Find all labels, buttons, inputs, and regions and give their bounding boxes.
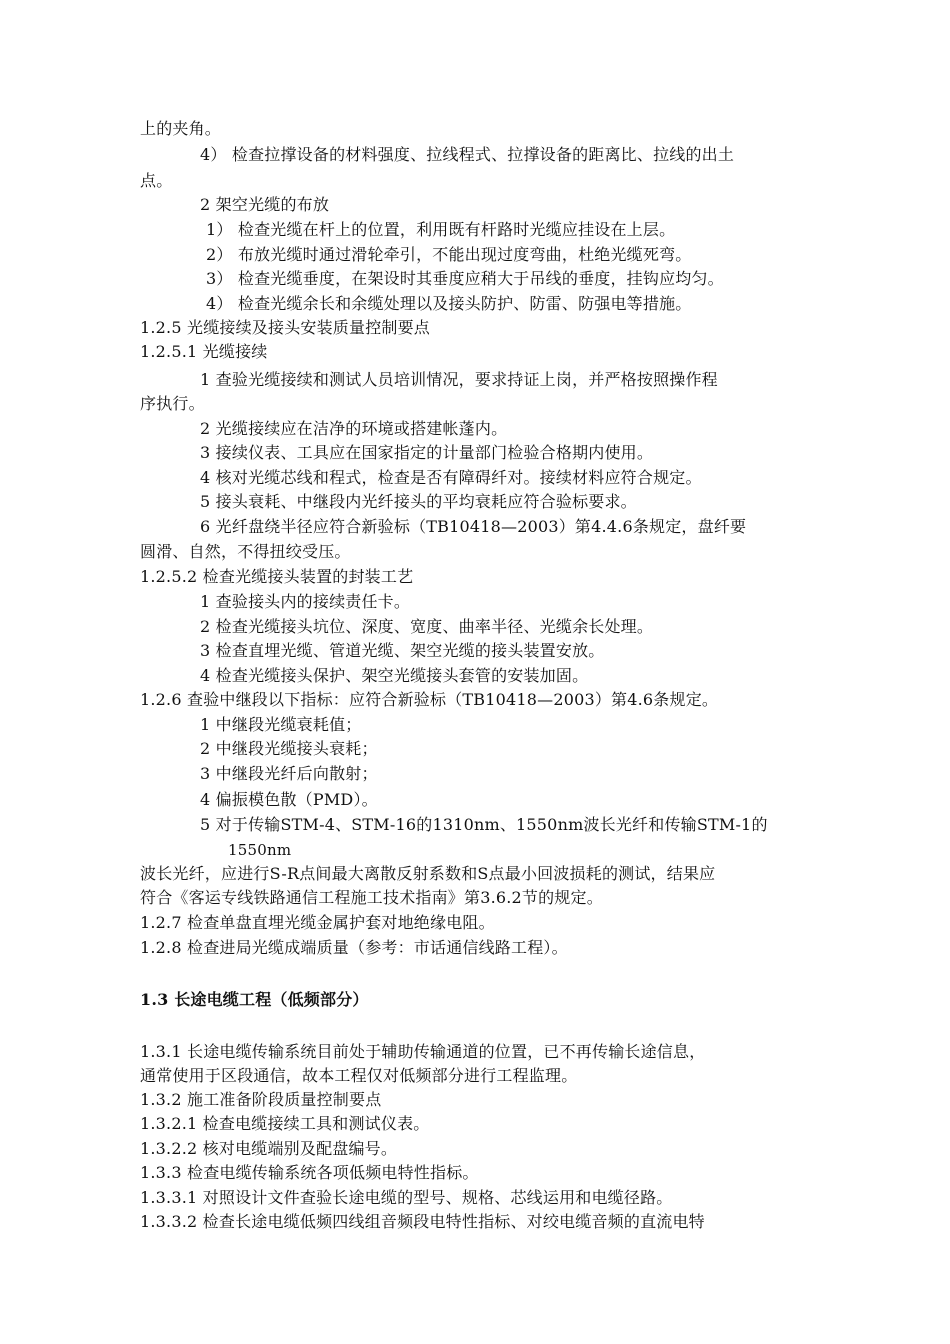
text-line: 3 接续仪表、工具应在国家指定的计量部门检验合格期内使用。: [200, 443, 654, 462]
text-line: 3） 检查光缆垂度，在架设时其垂度应稍大于吊线的垂度，挂钩应均匀。: [206, 269, 724, 288]
text-line: 3 中继段光纤后向散射；: [200, 764, 378, 783]
section-heading: 1.2.5 光缆接续及接头安装质量控制要点: [140, 318, 430, 337]
text-line: 5 接头衰耗、中继段内光纤接头的平均衰耗应符合验标要求。: [200, 492, 637, 511]
text-line: 1550nm: [228, 841, 292, 859]
text-line: 序执行。: [140, 394, 205, 413]
section-heading: 1.3.2.2 核对电缆端别及配盘编号。: [140, 1139, 398, 1158]
section-heading: 1.3.3.1 对照设计文件查验长途电缆的型号、规格、芯线运用和电缆径路。: [140, 1188, 673, 1207]
chapter-heading: 1.3 长途电缆工程（低频部分）: [140, 990, 369, 1009]
text-line: 上的夹角。: [140, 119, 222, 138]
text-line: 5 对于传输STM-4、STM-16的1310nm、1550nm波长光纤和传输STM-1的: [200, 815, 768, 834]
text-line: 1） 检查光缆在杆上的位置，利用既有杆路时光缆应挂设在上层。: [206, 220, 676, 239]
section-heading: 1.2.6 查验中继段以下指标：应符合新验标（TB10418—2003）第4.6条规定。: [140, 690, 719, 709]
section-heading: 1.2.5.2 检查光缆接头装置的封装工艺: [140, 567, 414, 586]
section-heading: 1.2.8 检查进局光缆成端质量（参考：市话通信线路工程）。: [140, 938, 568, 957]
text-line: 1 查验光缆接续和测试人员培训情况，要求持证上岗，并严格按照操作程: [200, 370, 718, 389]
text-line: 6 光纤盘绕半径应符合新验标（TB10418—2003）第4.4.6条规定，盘纤要: [200, 517, 747, 536]
text-line: 2 光缆接续应在洁净的环境或搭建帐蓬内。: [200, 419, 508, 438]
text-line: 1 中继段光缆衰耗值；: [200, 715, 362, 734]
section-heading: 1.3.2.1 检查电缆接续工具和测试仪表。: [140, 1114, 430, 1133]
text-line: 3 检查直埋光缆、管道光缆、架空光缆的接头装置安放。: [200, 641, 605, 660]
text-line: 波长光纤，应进行S-R点间最大离散反射系数和S点最小回波损耗的测试，结果应: [140, 864, 716, 883]
text-line: 4 偏振模色散（PMD）。: [200, 790, 378, 809]
section-heading: 1.3.3 检查电缆传输系统各项低频电特性指标。: [140, 1163, 479, 1182]
section-heading: 1.3.2 施工准备阶段质量控制要点: [140, 1090, 382, 1109]
text-line: 2 检查光缆接头坑位、深度、宽度、曲率半径、光缆余长处理。: [200, 617, 654, 636]
text-line: 点。: [140, 171, 173, 190]
text-line: 4 检查光缆接头保护、架空光缆接头套管的安装加固。: [200, 666, 589, 685]
text-line: 通常使用于区段通信，故本工程仅对低频部分进行工程监理。: [140, 1066, 578, 1085]
section-heading: 1.3.3.2 检查长途电缆低频四线组音频段电特性指标、对绞电缆音频的直流电特: [140, 1212, 705, 1231]
text-line: 符合《客运专线铁路通信工程施工技术指南》第3.6.2节的规定。: [140, 888, 603, 907]
text-line: 4） 检查光缆余长和余缆处理以及接头防护、防雷、防强电等措施。: [206, 294, 692, 313]
text-line: 4） 检查拉撑设备的材料强度、拉线程式、拉撑设备的距离比、拉线的出土: [200, 145, 735, 164]
text-line: 2 中继段光缆接头衰耗；: [200, 739, 378, 758]
text-line: 2 架空光缆的布放: [200, 195, 330, 214]
text-line: 1 查验接头内的接续责任卡。: [200, 592, 411, 611]
section-heading: 1.2.5.1 光缆接续: [140, 342, 268, 361]
text-line: 圆滑、自然，不得扭绞受压。: [140, 542, 351, 561]
section-heading: 1.2.7 检查单盘直埋光缆金属护套对地绝缘电阻。: [140, 913, 495, 932]
text-line: 4 核对光缆芯线和程式，检查是否有障碍纤对。接续材料应符合规定。: [200, 468, 702, 487]
text-line: 2） 布放光缆时通过滑轮牵引，不能出现过度弯曲，杜绝光缆死弯。: [206, 245, 692, 264]
section-heading: 1.3.1 长途电缆传输系统目前处于辅助传输通道的位置，已不再传输长途信息，: [140, 1042, 706, 1061]
